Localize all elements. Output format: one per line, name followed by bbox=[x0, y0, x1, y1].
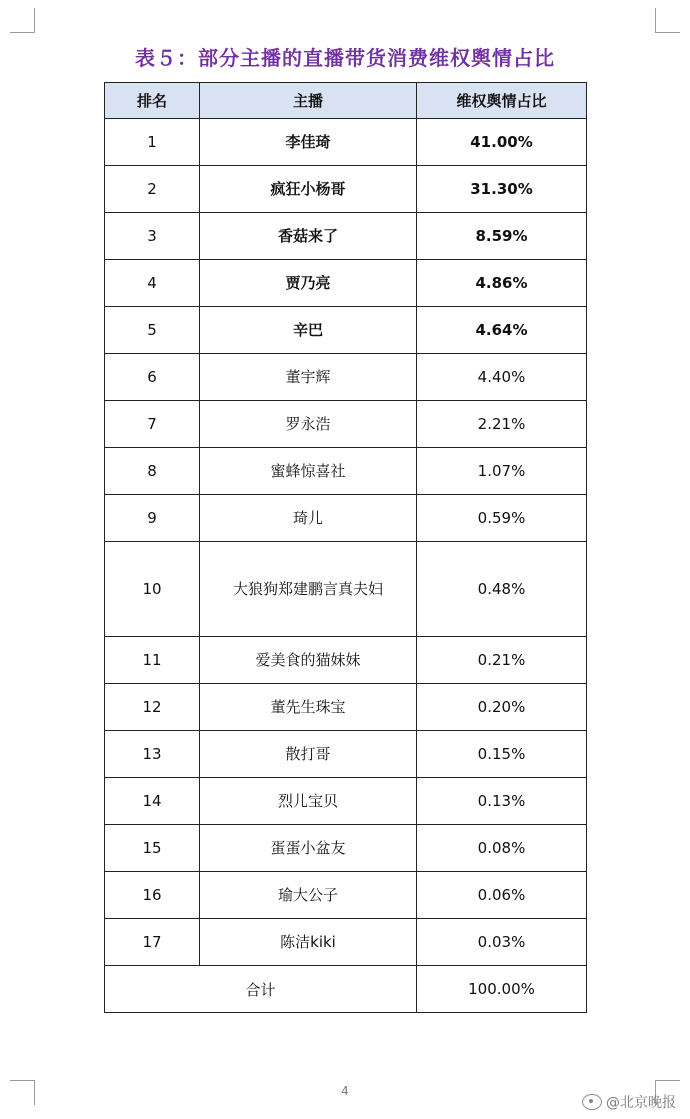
share-cell: 0.08% bbox=[417, 825, 587, 872]
share-cell: 31.30% bbox=[417, 166, 587, 213]
table-row bbox=[105, 401, 587, 448]
table-row bbox=[105, 731, 587, 778]
host-name-cell: 疯狂小杨哥 bbox=[200, 166, 417, 213]
rank-cell: 15 bbox=[105, 825, 200, 872]
header-host: 主播 bbox=[200, 83, 417, 119]
rank-cell: 16 bbox=[105, 872, 200, 919]
share-cell: 0.20% bbox=[417, 684, 587, 731]
table-row bbox=[105, 307, 587, 354]
table-row bbox=[105, 495, 587, 542]
share-cell: 0.13% bbox=[417, 778, 587, 825]
share-cell: 0.06% bbox=[417, 872, 587, 919]
share-cell: 4.86% bbox=[417, 260, 587, 307]
table-row bbox=[105, 778, 587, 825]
crop-mark-top-right bbox=[655, 8, 680, 33]
table-row bbox=[105, 919, 587, 966]
host-name-cell: 董宇辉 bbox=[200, 354, 417, 401]
share-cell: 0.03% bbox=[417, 919, 587, 966]
share-cell: 0.21% bbox=[417, 637, 587, 684]
host-name-cell: 辛巴 bbox=[200, 307, 417, 354]
total-label: 合计 bbox=[105, 966, 417, 1013]
host-name-cell: 罗永浩 bbox=[200, 401, 417, 448]
rank-cell: 1 bbox=[105, 119, 200, 166]
host-name-cell: 李佳琦 bbox=[200, 119, 417, 166]
crop-mark-top-left bbox=[10, 8, 35, 33]
rank-cell: 14 bbox=[105, 778, 200, 825]
total-value: 100.00% bbox=[417, 966, 587, 1013]
table-row bbox=[105, 448, 587, 495]
total-row bbox=[105, 966, 587, 1013]
table-row bbox=[105, 872, 587, 919]
table-row bbox=[105, 684, 587, 731]
ranking-table bbox=[104, 82, 587, 1013]
rank-cell: 10 bbox=[105, 542, 200, 637]
host-name-cell: 蜜蜂惊喜社 bbox=[200, 448, 417, 495]
watermark-text: @北京晚报 bbox=[606, 1095, 676, 1111]
host-name-cell: 爱美食的猫妹妹 bbox=[200, 637, 417, 684]
rank-cell: 7 bbox=[105, 401, 200, 448]
share-cell: 1.07% bbox=[417, 448, 587, 495]
host-name-cell: 蛋蛋小盆友 bbox=[200, 825, 417, 872]
host-name-cell: 瑜大公子 bbox=[200, 872, 417, 919]
table-row bbox=[105, 825, 587, 872]
table-body bbox=[105, 119, 587, 966]
header-share: 维权舆情占比 bbox=[417, 83, 587, 119]
table-row bbox=[105, 354, 587, 401]
table-header-row bbox=[105, 83, 587, 119]
share-cell: 4.40% bbox=[417, 354, 587, 401]
share-cell: 0.59% bbox=[417, 495, 587, 542]
table-row bbox=[105, 166, 587, 213]
rank-cell: 2 bbox=[105, 166, 200, 213]
share-cell: 0.48% bbox=[417, 542, 587, 637]
rank-cell: 13 bbox=[105, 731, 200, 778]
watermark bbox=[582, 1092, 676, 1112]
host-name-cell: 琦儿 bbox=[200, 495, 417, 542]
host-name-cell: 大狼狗郑建鹏言真夫妇 bbox=[200, 542, 417, 637]
table-row bbox=[105, 542, 587, 637]
weibo-icon bbox=[582, 1094, 602, 1110]
rank-cell: 9 bbox=[105, 495, 200, 542]
table-row bbox=[105, 119, 587, 166]
table-row bbox=[105, 213, 587, 260]
rank-cell: 17 bbox=[105, 919, 200, 966]
rank-cell: 8 bbox=[105, 448, 200, 495]
host-name-cell: 董先生珠宝 bbox=[200, 684, 417, 731]
rank-cell: 3 bbox=[105, 213, 200, 260]
table-row bbox=[105, 260, 587, 307]
header-rank: 排名 bbox=[105, 83, 200, 119]
page-number: 4 bbox=[341, 1084, 349, 1098]
share-cell: 4.64% bbox=[417, 307, 587, 354]
share-cell: 41.00% bbox=[417, 119, 587, 166]
rank-cell: 11 bbox=[105, 637, 200, 684]
share-cell: 0.15% bbox=[417, 731, 587, 778]
host-name-cell: 贾乃亮 bbox=[200, 260, 417, 307]
host-name-cell: 烈儿宝贝 bbox=[200, 778, 417, 825]
rank-cell: 5 bbox=[105, 307, 200, 354]
rank-cell: 6 bbox=[105, 354, 200, 401]
rank-cell: 12 bbox=[105, 684, 200, 731]
table-row bbox=[105, 637, 587, 684]
share-cell: 2.21% bbox=[417, 401, 587, 448]
table-title: 表５：部分主播的直播带货消费维权舆情占比 bbox=[135, 46, 555, 70]
host-name-cell: 散打哥 bbox=[200, 731, 417, 778]
host-name-cell: 陈洁kiki bbox=[200, 919, 417, 966]
share-cell: 8.59% bbox=[417, 213, 587, 260]
rank-cell: 4 bbox=[105, 260, 200, 307]
host-name-cell: 香菇来了 bbox=[200, 213, 417, 260]
